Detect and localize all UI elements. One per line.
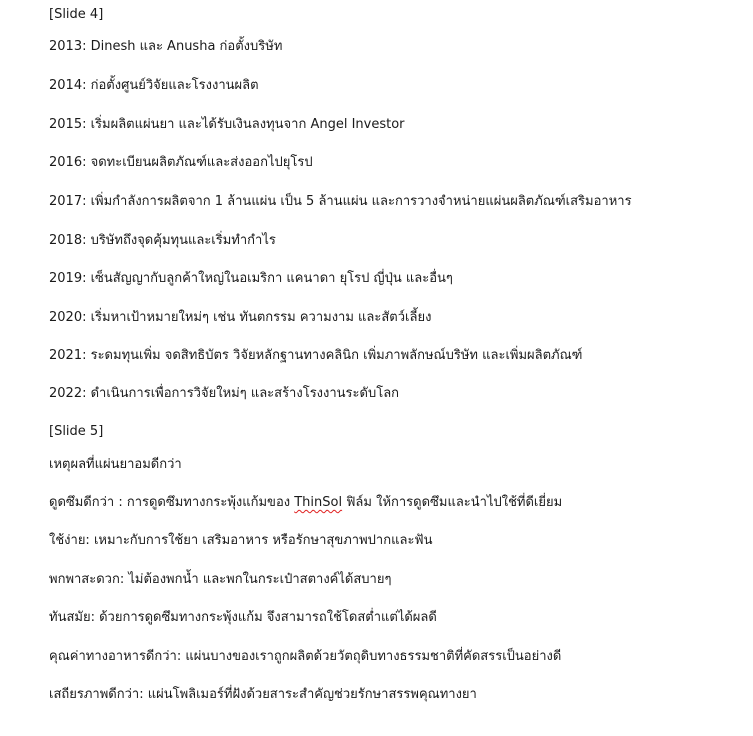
timeline-2019: 2019: เซ็นสัญญากับลูกค้าใหญ่ในอเมริกา แคนาดา ยุโรป ญี่ปุ่น และอื่นๆ (49, 271, 453, 286)
benefit-nutrition: คุณค่าทางอาหารดีกว่า: แผ่นบางของเราถูกผลิตด้วยวัตถุดิบทางธรรมชาติที่คัดสรรเป็นอย่างดี (49, 649, 562, 664)
reasons-heading: เหตุผลที่แผ่นยาอมดีกว่า (49, 457, 182, 472)
timeline-2013: 2013: Dinesh และ Anusha ก่อตั้งบริษัท (49, 39, 283, 54)
benefit-modern: ทันสมัย: ด้วยการดูดซึมทางกระพุ้งแก้ม จึงสามารถใช้โดสต่ำแต่ได้ผลดี (49, 610, 437, 625)
slide-5-heading: [Slide 5] (49, 424, 104, 439)
slide-4-heading: [Slide 4] (49, 7, 104, 22)
benefit-stability: เสถียรภาพดีกว่า: แผ่นโพลิเมอร์ที่ฝังด้วยสาระสำคัญช่วยรักษาสรรพคุณทางยา (49, 687, 477, 702)
benefit-absorption-text-after: ฟิล์ม ให้การดูดซึมและนำไปใช้ที่ดีเยี่ยม (342, 495, 563, 510)
timeline-2015: 2015: เริ่มผลิตแผ่นยา และได้รับเงินลงทุนจาก Angel Investor (49, 117, 405, 132)
timeline-2021: 2021: ระดมทุนเพิ่ม จดสิทธิบัตร วิจัยหลักฐานทางคลินิก เพิ่มภาพลักษณ์บริษัท และเพิ่มผลิตภัณฑ์ (49, 348, 583, 363)
benefit-portability: พกพาสะดวก: ไม่ต้องพกน้ำ และพกในกระเป๋าสตางค์ได้สบายๆ (49, 572, 392, 587)
timeline-2018: 2018: บริษัทถึงจุดคุ้มทุนและเริ่มทำกำไร (49, 233, 276, 248)
timeline-2020: 2020: เริ่มหาเป้าหมายใหม่ๆ เช่น ทันตกรรม ความงาม และสัตว์เลี้ยง (49, 310, 432, 325)
benefit-absorption-text-before: ดูดซึมดีกว่า : การดูดซึมทางกระพุ้งแก้มของ (49, 495, 295, 510)
benefit-absorption (49, 494, 562, 512)
benefit-ease-of-use: ใช้ง่าย: เหมาะกับการใช้ยา เสริมอาหาร หรือรักษาสุขภาพปากและฟัน (49, 533, 433, 548)
brand-name-misspelled: ThinSol (294, 495, 343, 510)
timeline-2016: 2016: จดทะเบียนผลิตภัณฑ์และส่งออกไปยุโรป (49, 155, 313, 170)
timeline-2017: 2017: เพิ่มกำลังการผลิตจาก 1 ล้านแผ่น เป็น 5 ล้านแผ่น และการวางจำหน่ายแผ่นผลิตภัณฑ์เสริมอาหาร (49, 194, 632, 209)
timeline-2022: 2022: ดำเนินการเพื่อการวิจัยใหม่ๆ และสร้างโรงงานระดับโลก (49, 386, 400, 401)
timeline-2014: 2014: ก่อตั้งศูนย์วิจัยและโรงงานผลิต (49, 78, 259, 93)
